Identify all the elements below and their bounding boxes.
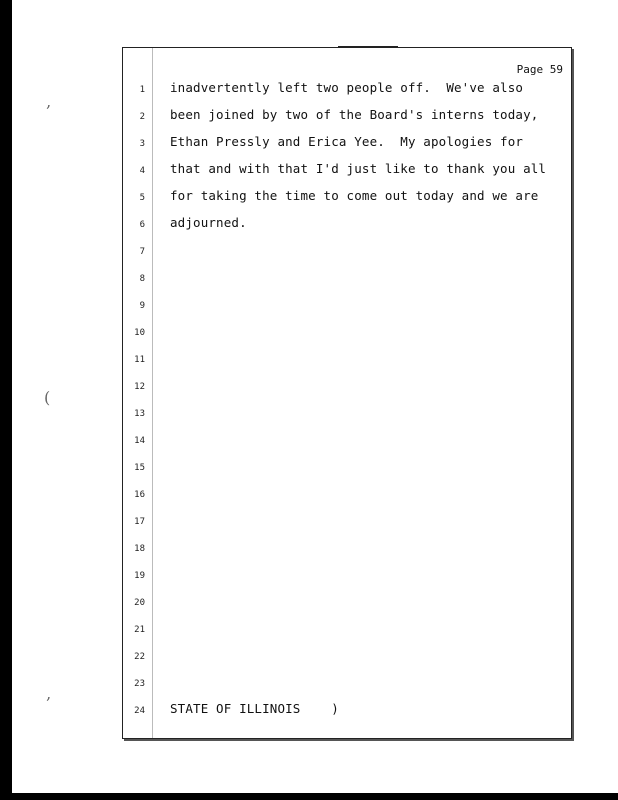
line-text: Ethan Pressly and Erica Yee. My apologies for bbox=[170, 134, 524, 149]
line-text: adjourned. bbox=[170, 215, 247, 230]
transcript-line bbox=[123, 321, 571, 348]
line-number: 14 bbox=[134, 436, 145, 446]
transcript-line bbox=[123, 267, 571, 294]
transcript-line bbox=[123, 645, 571, 672]
page-top-mark bbox=[338, 46, 398, 48]
transcript-line bbox=[123, 483, 571, 510]
line-number: 5 bbox=[139, 193, 145, 203]
transcript-line bbox=[123, 159, 571, 186]
line-number: 7 bbox=[139, 247, 145, 257]
line-number: 23 bbox=[134, 679, 145, 689]
line-number: 4 bbox=[139, 166, 145, 176]
line-number: 2 bbox=[139, 112, 145, 122]
transcript-line bbox=[123, 186, 571, 213]
binding-hole-mark-bottom: ‚ bbox=[46, 684, 52, 703]
line-number: 19 bbox=[134, 571, 145, 581]
transcript-line bbox=[123, 132, 571, 159]
line-number: 21 bbox=[134, 625, 145, 635]
transcript-line bbox=[123, 240, 571, 267]
scan-left-edge bbox=[0, 0, 12, 800]
transcript-line bbox=[123, 699, 571, 726]
transcript-line bbox=[123, 591, 571, 618]
line-number: 12 bbox=[134, 382, 145, 392]
transcript-line bbox=[123, 375, 571, 402]
line-number: 20 bbox=[134, 598, 145, 608]
transcript-line bbox=[123, 510, 571, 537]
line-number: 24 bbox=[134, 706, 145, 716]
transcript-line bbox=[123, 294, 571, 321]
transcript-line bbox=[123, 564, 571, 591]
line-number: 3 bbox=[139, 139, 145, 149]
binding-hole-mark-top: ‚ bbox=[46, 92, 52, 111]
transcript-page bbox=[122, 47, 572, 739]
line-number: 1 bbox=[139, 85, 145, 95]
line-number: 11 bbox=[134, 355, 145, 365]
line-number: 10 bbox=[134, 328, 145, 338]
transcript-line bbox=[123, 429, 571, 456]
line-text: for taking the time to come out today and we are bbox=[170, 188, 539, 203]
line-text: inadvertently left two people off. We've also bbox=[170, 80, 524, 95]
transcript-line bbox=[123, 537, 571, 564]
line-number: 6 bbox=[139, 220, 145, 230]
transcript-line bbox=[123, 213, 571, 240]
line-number: 18 bbox=[134, 544, 145, 554]
line-number: 8 bbox=[139, 274, 145, 284]
scan-bottom-edge bbox=[0, 793, 618, 800]
transcript-line bbox=[123, 672, 571, 699]
transcript-line bbox=[123, 348, 571, 375]
line-number: 13 bbox=[134, 409, 145, 419]
binding-hole-mark-middle: ( bbox=[44, 388, 51, 407]
line-number: 17 bbox=[134, 517, 145, 527]
transcript-line bbox=[123, 78, 571, 105]
line-text: STATE OF ILLINOIS ) bbox=[170, 701, 339, 716]
line-text: that and with that I'd just like to thank you all bbox=[170, 161, 547, 176]
page-number: Page 59 bbox=[516, 63, 563, 76]
line-text: been joined by two of the Board's interns today, bbox=[170, 107, 539, 122]
transcript-line bbox=[123, 618, 571, 645]
line-number: 15 bbox=[134, 463, 145, 473]
transcript-line bbox=[123, 456, 571, 483]
transcript-line bbox=[123, 402, 571, 429]
line-number: 22 bbox=[134, 652, 145, 662]
line-number: 9 bbox=[139, 301, 145, 311]
line-number: 16 bbox=[134, 490, 145, 500]
transcript-line bbox=[123, 105, 571, 132]
